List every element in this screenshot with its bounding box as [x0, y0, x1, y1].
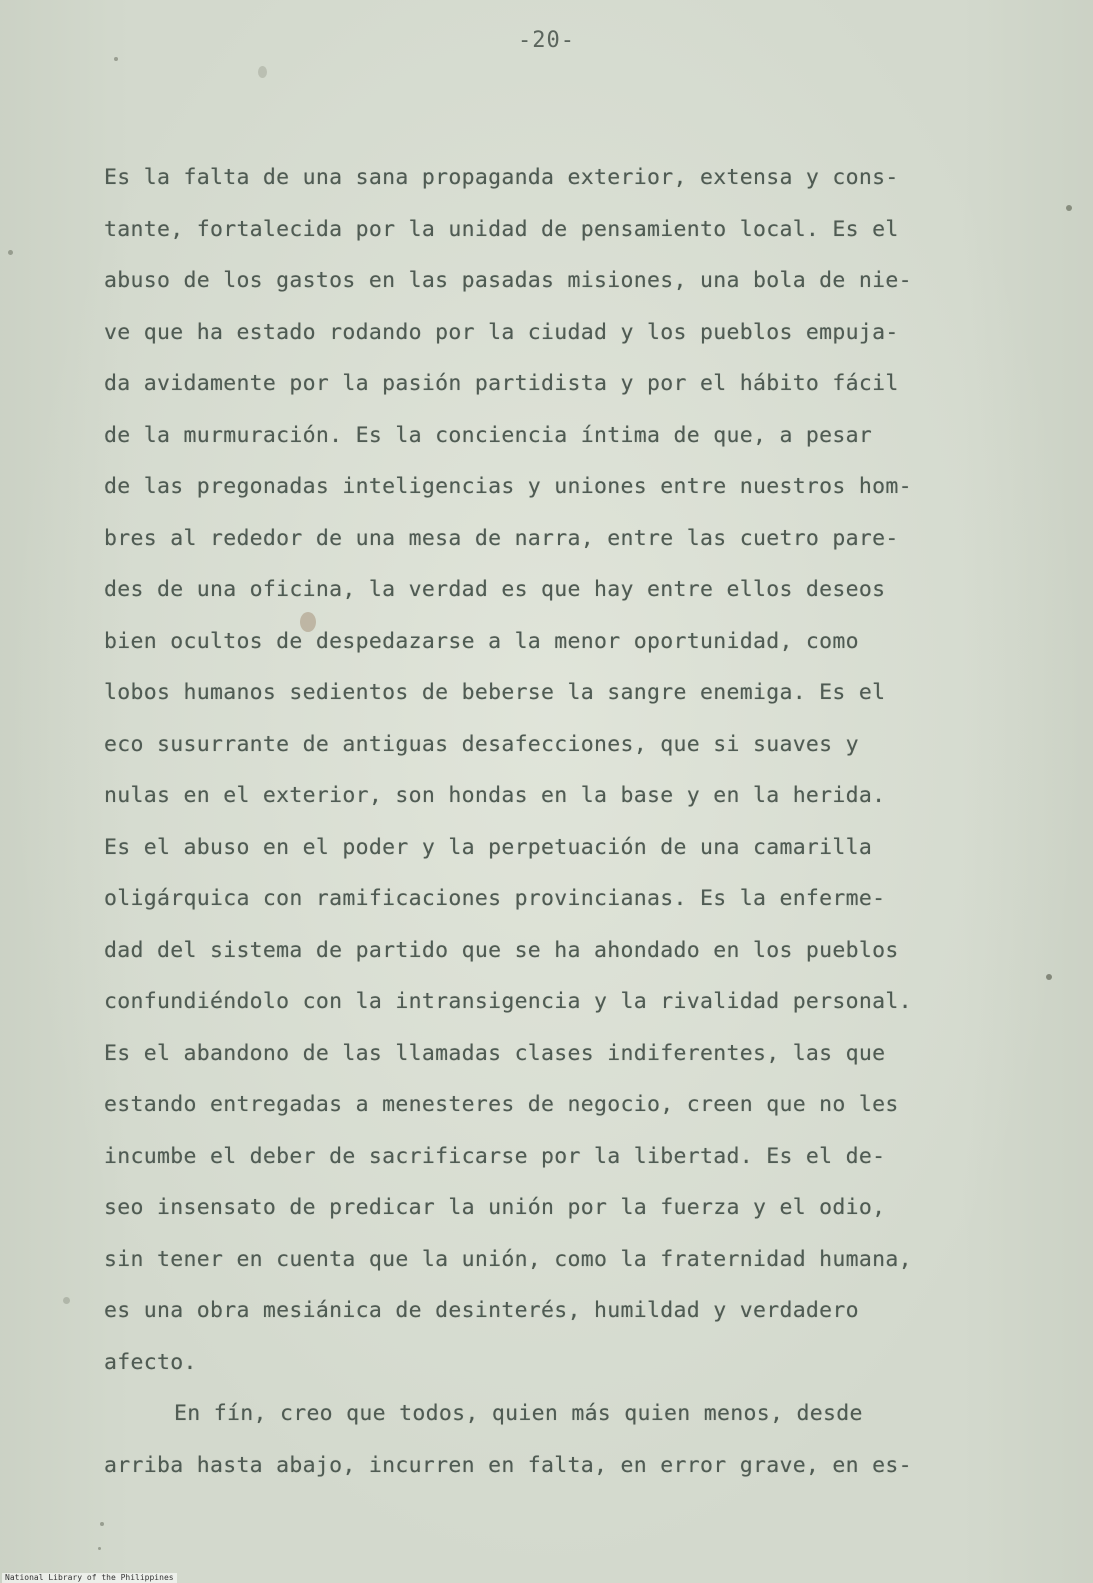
text-line: Es el abandono de las llamadas clases indiferentes, las que	[104, 1040, 886, 1066]
text-line: tante, fortalecida por la unidad de pensamiento local. Es el	[104, 216, 899, 242]
text-line: ve que ha estado rodando por la ciudad y los pueblos empuja-	[104, 319, 899, 345]
text-line: sin tener en cuenta que la unión, como la fraternidad humana,	[104, 1246, 912, 1272]
paper-speck	[1066, 205, 1072, 211]
text-line: bien ocultos de despedazarse a la menor oportunidad, como	[104, 628, 859, 654]
text-line: abuso de los gastos en las pasadas misiones, una bola de nie-	[104, 268, 912, 293]
paper-speck	[258, 66, 267, 78]
text-line: bres al rededor de una mesa de narra, entre las cuetro pare-	[104, 525, 899, 551]
text-line: seo insensato de predicar la unión por la fuerza y el odio,	[104, 1195, 886, 1220]
text-line: de las pregonadas inteligencias y uniones entre nuestros hom-	[104, 474, 912, 499]
text-line: da avidamente por la pasión partidista y por el hábito fácil	[104, 371, 899, 396]
page-number: -20-	[518, 28, 575, 53]
paper-speck	[300, 612, 316, 632]
text-line: confundiéndolo con la intransigencia y la rivalidad personal.	[104, 989, 912, 1014]
text-line: estando entregadas a menesteres de negocio, creen que no les	[104, 1092, 899, 1117]
text-line: lobos humanos sedientos de beberse la sangre enemiga. Es el	[104, 680, 886, 705]
text-line: dad del sistema de partido que se ha ahondado en los pueblos	[104, 937, 899, 963]
document-body	[104, 152, 1044, 1491]
text-line: Es el abuso en el poder y la perpetuación de una camarilla	[104, 834, 873, 860]
paper-speck	[63, 1297, 70, 1304]
paper-speck	[1046, 974, 1052, 980]
text-line: afecto.	[104, 1349, 197, 1375]
text-line: oligárquica con ramificaciones provincianas. Es la enferme-	[104, 886, 886, 911]
text-line: eco susurrante de antiguas desafecciones, que si suaves y	[104, 731, 859, 757]
text-line: arriba hasta abajo, incurren en falta, en error grave, en es-	[104, 1452, 912, 1478]
text-line: Es la falta de una sana propaganda exterior, extensa y cons-	[104, 165, 899, 190]
text-line: des de una oficina, la verdad es que hay entre ellos deseos	[104, 577, 886, 602]
paper-speck	[114, 57, 118, 61]
library-credit: National Library of the Philippines	[2, 1573, 177, 1583]
paper-speck	[98, 1547, 101, 1550]
text-line: es una obra mesiánica de desinterés, humildad y verdadero	[104, 1298, 859, 1323]
paragraph-start-line: En fín, creo que todos, quien más quien menos, desde	[174, 1401, 863, 1426]
text-line: nulas en el exterior, son hondas en la base y en la herida.	[104, 783, 886, 808]
paper-speck	[8, 250, 13, 255]
text-line: incumbe el deber de sacrificarse por la libertad. Es el de-	[104, 1143, 886, 1169]
paper-speck	[100, 1522, 104, 1526]
text-line: de la murmuración. Es la conciencia íntima de que, a pesar	[104, 422, 873, 448]
